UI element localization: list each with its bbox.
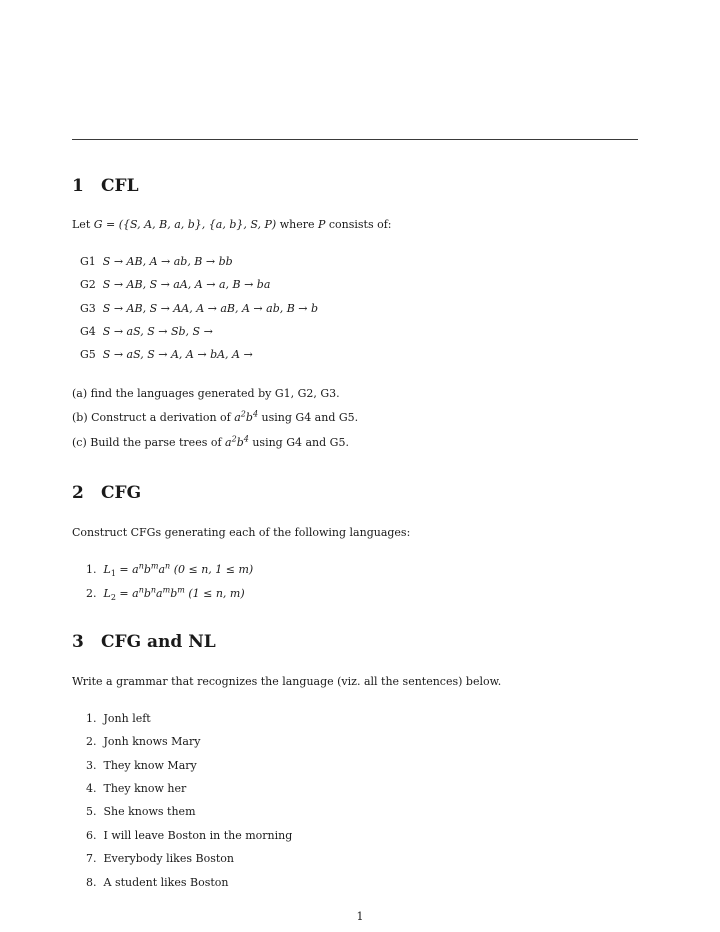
question-text: using G4 and G5. [261,411,359,424]
grammar-g2 [80,278,270,291]
section-title: CFG and NL [101,632,216,652]
section-2-heading [72,483,141,503]
grammar-rules: S → AB, A → ab, B → bb [102,255,233,268]
grammar-label: G5 [80,348,96,361]
section-number: 3 [72,632,84,652]
grammar-rules: S → aS, S → A, A → bA, A → [102,348,253,361]
header-rule [72,139,638,140]
item-number: 7. [86,852,97,865]
intro-text: where [279,218,315,231]
sentence-item [86,805,196,818]
grammar-g3 [80,302,318,315]
section-number: 2 [72,483,84,503]
sentence-text: Everybody likes Boston [103,852,234,865]
grammar-rules: S → AB, S → AA, A → aB, A → ab, B → b [102,302,319,315]
sentence-text: She knows them [103,805,196,818]
sentence-text: Jonh left [103,712,151,725]
question-b [72,411,358,424]
language-condition: (0 ≤ n, 1 ≤ m) [173,563,254,576]
sentence-item [86,735,200,748]
grammar-label: G1 [80,255,96,268]
section-number: 1 [72,176,84,196]
question-text: using G4 and G5. [252,436,349,449]
item-number: 1. [86,712,97,725]
section-title: CFG [101,483,142,503]
language-definition: $L_1 = a^nb^ma^n$ [103,561,171,579]
item-number: 4. [86,782,97,795]
intro-text: consists of: [328,218,392,231]
sentence-item [86,782,186,795]
item-number: 8. [86,876,97,889]
grammar-label: G2 [80,278,96,291]
question-a: (a) find the languages generated by G1, G2, G3. [72,387,340,400]
section-3-heading [72,632,216,652]
item-number: 6. [86,829,97,842]
section-1-heading [72,176,139,196]
sentence-item [86,852,234,865]
production-set-symbol: P [317,218,326,231]
question-text: (b) Construct a derivation of [72,411,231,424]
sentence-text: Jonh knows Mary [103,735,201,748]
grammar-rules: S → aS, S → Sb, S → [102,325,213,338]
item-number: 2. [86,587,97,600]
grammar-rules: S → AB, S → aA, A → a, B → ba [102,278,271,291]
intro-text: Let [72,218,91,231]
sentence-text: I will leave Boston in the morning [103,829,293,842]
sentence-item [86,876,228,889]
item-number: 1. [86,563,97,576]
item-number: 3. [86,759,97,772]
cfg-item-1 [86,561,254,579]
grammar-label: G3 [80,302,96,315]
grammar-label: G4 [80,325,96,338]
sentence-item [86,759,197,772]
target-string: $a^2b^4$ [234,409,259,424]
section-title: CFL [101,176,139,196]
item-number: 2. [86,735,97,748]
language-condition: (1 ≤ n, m) [188,587,245,600]
language-definition: $L_2 = a^nb^na^mb^m$ [103,585,185,603]
cfl-intro [72,218,392,231]
sentence-text: A student likes Boston [103,876,229,889]
item-number: 5. [86,805,97,818]
question-c [72,436,349,449]
sentence-item [86,712,151,725]
sentence-item [86,829,292,842]
grammar-definition: G = ({S, A, B, a, b}, {a, b}, S, P) [93,218,277,231]
question-text: (c) Build the parse trees of [72,436,222,449]
sentence-text: They know her [103,782,187,795]
page-number: 1 [356,910,364,923]
cfg-item-2 [86,585,245,603]
target-string: $a^2b^4$ [225,434,249,449]
grammar-g5 [80,348,253,361]
sentence-text: They know Mary [103,759,197,772]
grammar-g1 [80,255,233,268]
nl-intro: Write a grammar that recognizes the language (viz. all the sentences) below. [72,675,502,688]
grammar-g4 [80,325,213,338]
cfg-intro: Construct CFGs generating each of the following languages: [72,526,411,539]
